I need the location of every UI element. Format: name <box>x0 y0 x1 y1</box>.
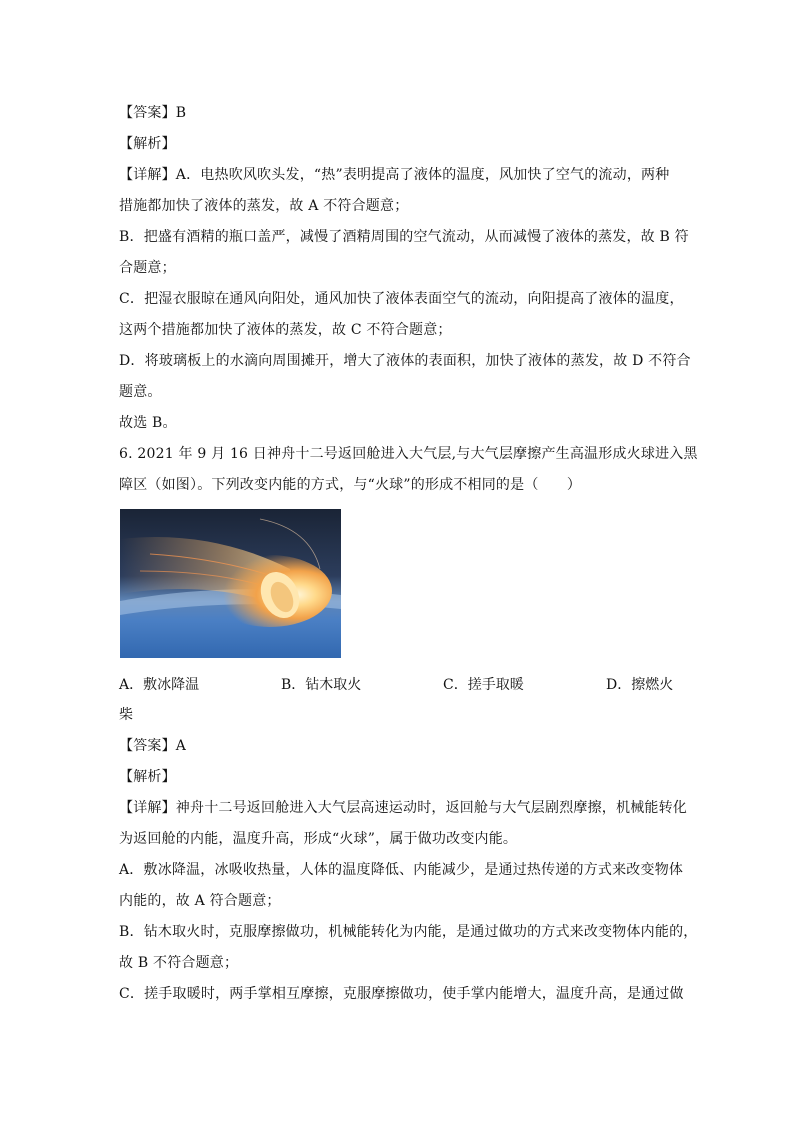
q6-line-1: 【详解】神舟十二号返回舱进入大气层高速运动时，返回舱与大气层剧烈摩擦，机械能转化 <box>119 800 687 816</box>
q6-answer: 【答案】A <box>119 738 187 754</box>
q5-answer: 【答案】B <box>119 105 187 121</box>
q5-line-3: B．把盛有酒精的瓶口盖严，减慢了酒精周围的空气流动，从而减慢了液体的蒸发，故 B 符 <box>119 229 689 245</box>
q5-line-9: 故选 B。 <box>119 415 177 431</box>
q6-stem-line-1: 6. 2021 年 9 月 16 日神舟十二号返回舱进入大气层,与大气层摩擦产生高温形成火球进入黑 <box>119 446 698 462</box>
q5-line-2: 措施都加快了液体的蒸发，故 A 不符合题意； <box>119 198 409 214</box>
q5-line-1: 【详解】A．电热吹风吹头发，“热”表明提高了液体的温度，风加快了空气的流动，两种 <box>119 167 670 183</box>
q6-option-d: D．擦燃火 <box>606 677 674 693</box>
q6-line-6: 故 B 不符合题意； <box>119 955 239 971</box>
q5-line-7: D．将玻璃板上的水滴向周围摊开，增大了液体的表面积，加快了液体的蒸发，故 D 不符合 <box>119 353 691 369</box>
q6-line-3: A．敷冰降温，冰吸收热量，人体的温度降低、内能减少，是通过热传递的方式来改变物体 <box>119 862 684 878</box>
q5-line-4: 合题意； <box>119 260 176 276</box>
q5-line-8: 题意。 <box>119 384 162 400</box>
q6-option-d-wrap: 柴 <box>119 707 134 723</box>
reentry-capsule-fireball-photo <box>120 509 341 658</box>
q6-analysis-label: 【解析】 <box>119 769 176 785</box>
q6-stem-line-2: 障区（如图）。下列改变内能的方式，与“火球”的形成不相同的是（ ） <box>119 477 582 493</box>
q6-line-5: B．钻木取火时，克服摩擦做功，机械能转化为内能，是通过做功的方式来改变物体内能的， <box>119 924 698 940</box>
q6-option-a: A．敷冰降温 <box>119 677 200 693</box>
q6-line-4: 内能的，故 A 符合题意； <box>119 893 281 909</box>
q5-line-6: 这两个措施都加快了液体的蒸发，故 C 不符合题意； <box>119 322 452 338</box>
q6-option-c: C．搓手取暖 <box>443 677 524 693</box>
q6-line-7: C．搓手取暖时，两手掌相互摩擦，克服摩擦做功，使手掌内能增大，温度升高，是通过做 <box>119 986 684 1002</box>
q5-analysis-label: 【解析】 <box>119 136 176 152</box>
q5-line-5: C．把湿衣服晾在通风向阳处，通风加快了液体表面空气的流动，向阳提高了液体的温度， <box>119 291 684 307</box>
q6-line-2: 为返回舱的内能，温度升高，形成“火球”，属于做功改变内能。 <box>119 831 518 847</box>
q6-option-b: B．钻木取火 <box>281 677 362 693</box>
